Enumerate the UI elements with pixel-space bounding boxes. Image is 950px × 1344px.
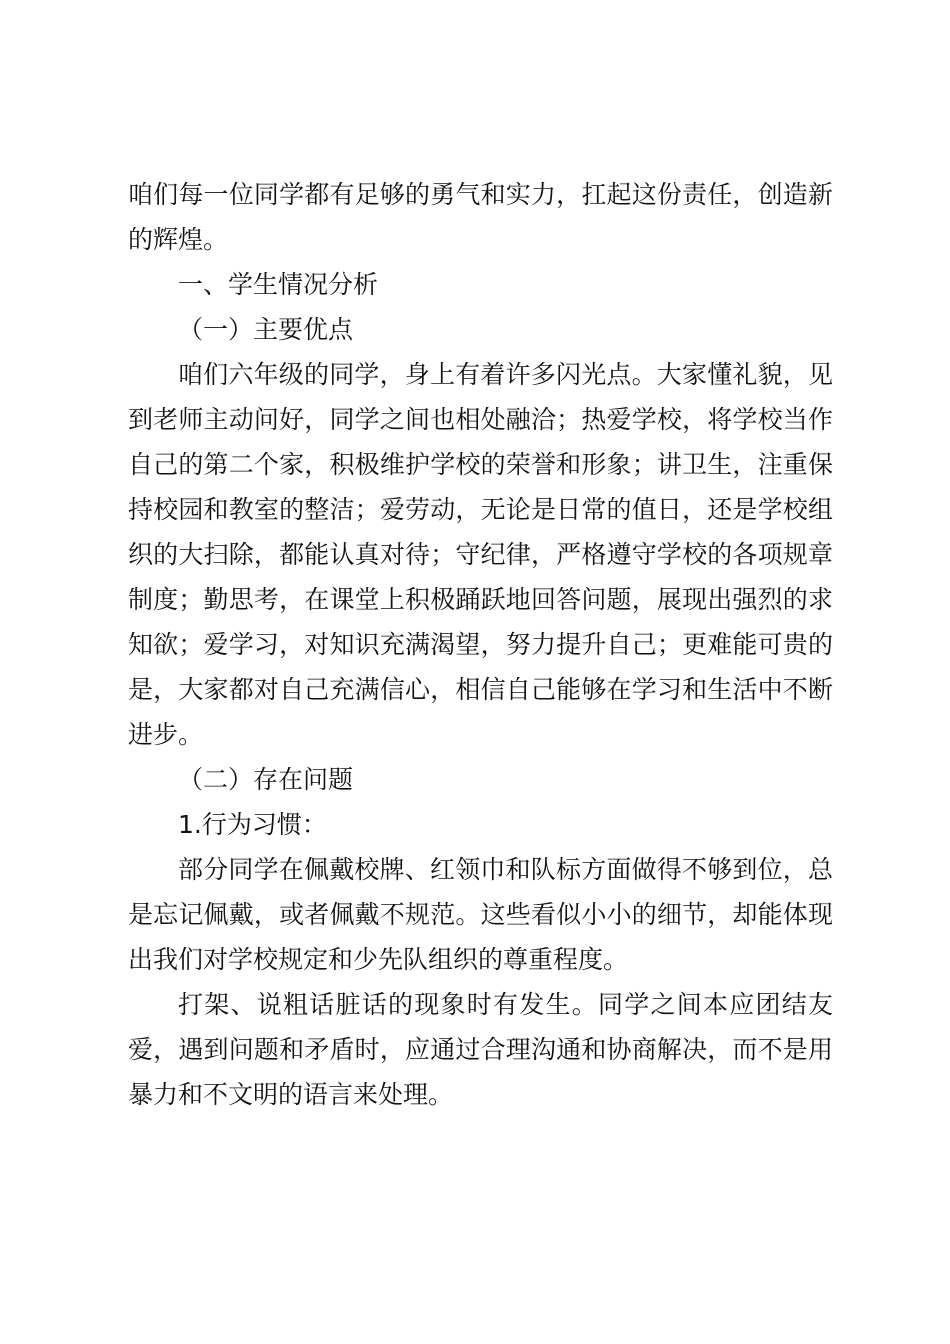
item-heading-behavior-habits: 1.行为习惯： <box>178 810 327 839</box>
subsection-heading-strengths: （一）主要优点 <box>178 315 354 344</box>
paragraph-continuation: 咱们每一位同学都有足够的勇气和实力，扛起这份责任，创造新的辉煌。 <box>128 180 833 254</box>
subsection-heading-problems: （二）存在问题 <box>178 765 354 794</box>
section-heading-student-analysis: 一、学生情况分析 <box>178 270 379 299</box>
paragraph-strengths: 咱们六年级的同学，身上有着许多闪光点。大家懂礼貌，见到老师主动问好，同学之间也相处融洽；热爱学校，将学校当作自己的第二个家，积极维护学校的荣誉和形象；讲卫生，注重保持校园和教室的整洁；爱劳动，无论是日常的值日，还是学校组织的大扫除，都能认真对待；守纪律，严格遵守学校的各项规章制度；勤思考，在课堂上积极踊跃地回答问题，展现出强烈的求知欲；爱学习，对知识充满渴望，努力提升自己；更难能可贵的是，大家都对自己充满信心，相信自己能够在学习和生活中不断进步。 <box>128 360 833 749</box>
paragraph-fighting-issue: 打架、说粗话脏话的现象时有发生。同学之间本应团结友爱，遇到问题和矛盾时，应通过合理沟通和协商解决，而不是用暴力和不文明的语言来处理。 <box>128 990 833 1109</box>
document-body <box>128 172 833 1117</box>
paragraph-badge-issue: 部分同学在佩戴校牌、红领巾和队标方面做得不够到位，总是忘记佩戴，或者佩戴不规范。这些看似小小的细节，却能体现出我们对学校规定和少先队组织的尊重程度。 <box>128 855 833 974</box>
